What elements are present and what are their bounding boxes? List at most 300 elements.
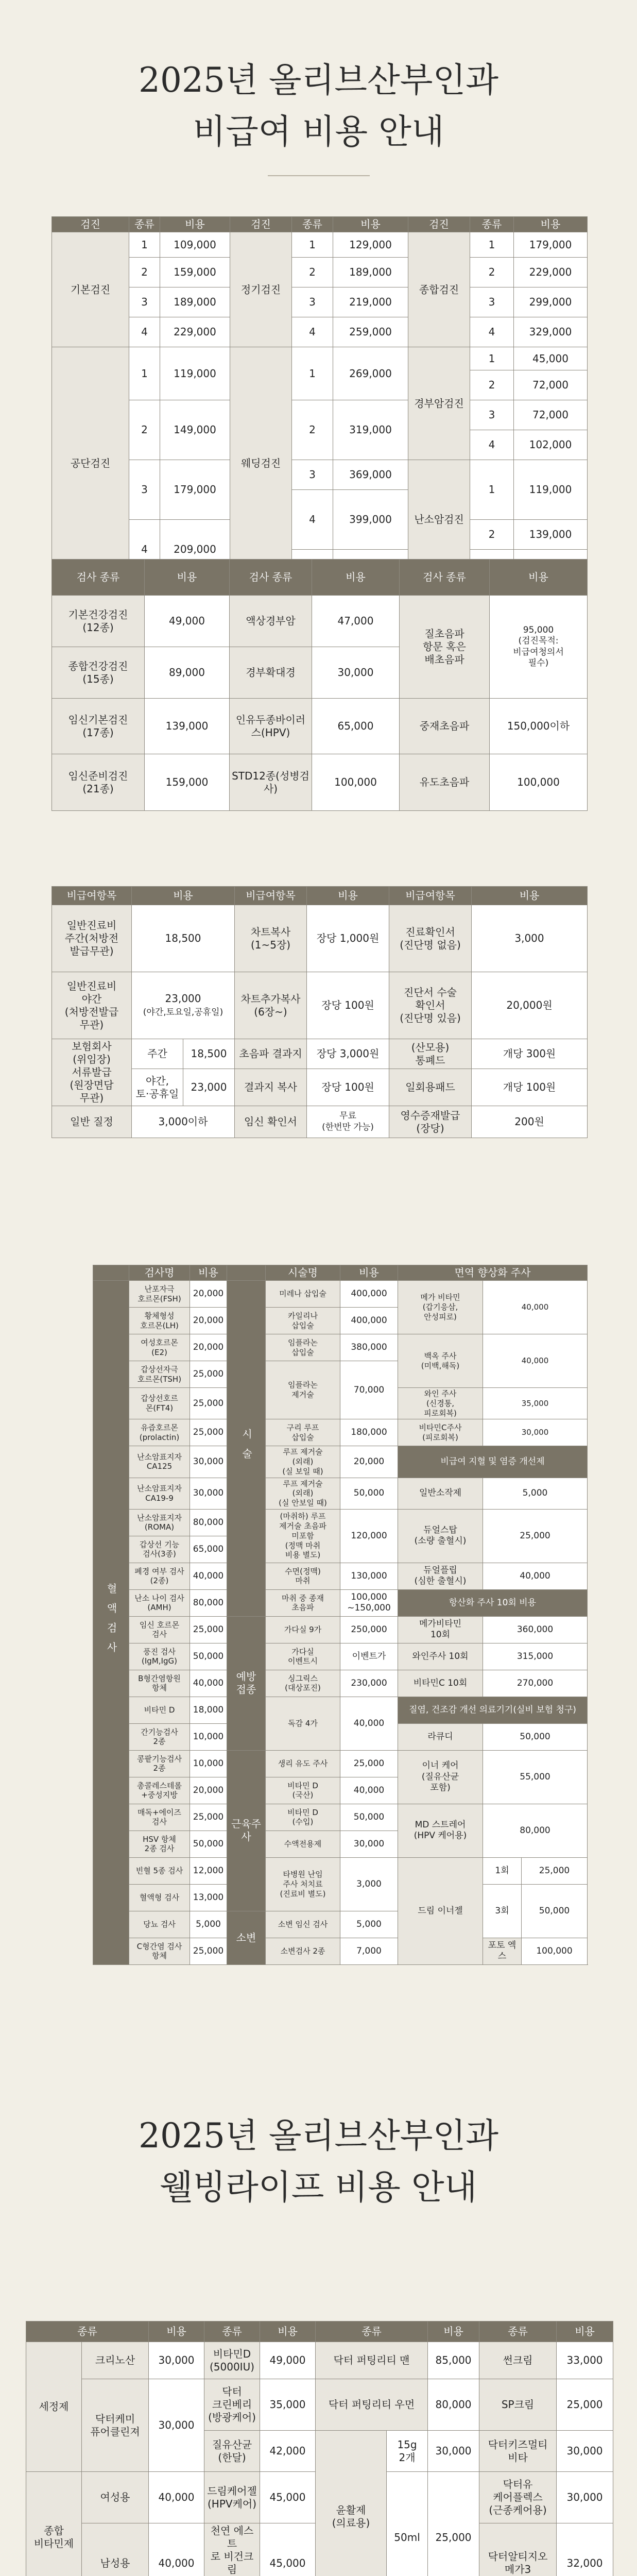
- price-cell: 25,000: [428, 2472, 479, 2576]
- checkup-name: 정기검진: [230, 232, 292, 347]
- price-cell: 개당 300원: [472, 1039, 588, 1069]
- price-cell: 100,000: [522, 1938, 588, 1964]
- table-row: [93, 1589, 588, 1616]
- price-cell: 18,500: [132, 905, 235, 972]
- price-cell: 25,000: [190, 1361, 227, 1388]
- price-cell: 32,000: [557, 2523, 613, 2576]
- price-cell: 49,000: [145, 596, 230, 647]
- product-name: 닥터유 케어플렉스 (근종케어용): [479, 2472, 557, 2523]
- price-cell: 30,000: [483, 1419, 588, 1446]
- price-cell: 50,000: [522, 1884, 588, 1938]
- test-name: 풍진 검사 (IgM,IgG): [129, 1643, 190, 1670]
- table-row: [52, 258, 588, 287]
- price-cell: 329,000: [514, 317, 588, 347]
- title-divider: [268, 175, 370, 176]
- price-cell: 65,000: [190, 1536, 227, 1563]
- table-row: [52, 905, 588, 972]
- type-cell: 2: [470, 520, 514, 550]
- price-cell: 50,000: [190, 1831, 227, 1857]
- header-cell: 비용: [307, 887, 389, 905]
- exam-name: 임신준비검진 (21종): [52, 754, 145, 811]
- table-row: [93, 1670, 588, 1697]
- header-cell: 비용: [428, 2321, 479, 2342]
- product-name: SP크림: [479, 2379, 557, 2431]
- price-cell: 219,000: [333, 287, 408, 317]
- price-cell: 315,000: [483, 1643, 588, 1670]
- type-cell: 4: [292, 490, 333, 550]
- price-cell: 159,000: [145, 754, 230, 811]
- header-cell: 비용: [160, 217, 230, 232]
- price-cell: 20,000: [190, 1308, 227, 1334]
- page-title-line1: 2025년 올리브산부인과: [139, 60, 498, 100]
- price-cell: 189,000: [160, 287, 230, 317]
- procedure-name: 수면(정맥) 마취: [266, 1563, 340, 1589]
- table-header-row: [52, 887, 588, 905]
- type-cell: 2: [470, 258, 514, 287]
- table-row: [52, 287, 588, 317]
- procedure-name: 생리 유도 주사: [266, 1750, 340, 1777]
- table-row: [52, 1039, 588, 1069]
- test-name: 혈액형 검사: [129, 1884, 190, 1911]
- table-row: [93, 1938, 588, 1964]
- checkup-name: 난소암검진: [408, 460, 470, 580]
- product-name: 크리노산: [82, 2342, 149, 2379]
- test-name: 난소암표지자 CA19-9: [129, 1478, 190, 1509]
- price-cell: 119,000: [160, 347, 230, 400]
- price-cell: 259,000: [333, 317, 408, 347]
- price-cell: 50,000: [190, 1643, 227, 1670]
- page-title-2-line2: 웰빙라이프 비용 안내: [160, 2167, 477, 2207]
- price-cell: 18,000: [190, 1697, 227, 1723]
- test-name: 임신 호르몬 검사: [129, 1616, 190, 1643]
- price-cell: 49,000: [260, 2342, 316, 2379]
- price-cell: 50,000: [340, 1804, 398, 1831]
- item-name: 결과지 복사: [235, 1069, 307, 1106]
- injection-name: 라큐디: [398, 1723, 483, 1750]
- price-cell: 149,000: [160, 400, 230, 460]
- procedure-name: 소변검사 2종: [266, 1938, 340, 1964]
- price-cell: 50,000: [483, 1723, 588, 1750]
- header-cell: 비급여항목: [235, 887, 307, 905]
- price-cell: 139,000: [514, 520, 588, 550]
- admin-fee-table: [51, 886, 588, 1138]
- price-cell: 40,000: [190, 1563, 227, 1589]
- header-cell: 비용: [149, 2321, 204, 2342]
- price-cell: 40,000: [149, 2523, 204, 2576]
- price-cell: 360,000: [483, 1616, 588, 1643]
- section-label: 혈액검사: [93, 1281, 129, 1965]
- table-row: [52, 1069, 588, 1106]
- price-cell: 40,000: [340, 1777, 398, 1804]
- price-cell: 72,000: [514, 370, 588, 400]
- price-cell: 20,000: [340, 1446, 398, 1478]
- price-cell: 380,000: [340, 1334, 398, 1361]
- type-cell: 2: [129, 400, 160, 460]
- type-cell: 1: [470, 460, 514, 520]
- product-name: 닥터케미 퓨어클린져: [82, 2379, 149, 2472]
- type-cell: 4: [470, 317, 514, 347]
- type-cell: 2: [292, 258, 333, 287]
- type-cell: 1: [292, 232, 333, 258]
- header-cell: 비용: [145, 560, 230, 596]
- header-cell: 종류: [470, 217, 514, 232]
- price-cell: 150,000이하: [490, 699, 588, 754]
- price-cell: 18,500: [183, 1039, 235, 1069]
- procedure-name: 루프 제거술 (외래) (실 안보일 때): [266, 1478, 340, 1509]
- header-cell: 비급여항목: [389, 887, 472, 905]
- price-cell: 80,000: [190, 1589, 227, 1616]
- procedure-name: 소변 임신 검사: [266, 1911, 340, 1938]
- item-name: 초음파 결과지: [235, 1039, 307, 1069]
- test-name: 난소암표지자 (ROMA): [129, 1509, 190, 1536]
- procedure-name: 카일리나 삽입술: [266, 1308, 340, 1334]
- injection-name: 메가 비타민 (갑기응삼, 안성피로): [398, 1281, 483, 1334]
- price-cell: 10,000: [190, 1723, 227, 1750]
- section-bar: 비급여 지혈 및 염증 개선제: [398, 1446, 588, 1478]
- type-cell: 3: [292, 287, 333, 317]
- table-row: [93, 1509, 588, 1536]
- category-name: 종합 비타민제: [26, 2472, 82, 2576]
- header-cell: 비용: [312, 560, 400, 596]
- price-cell: 400,000: [340, 1281, 398, 1308]
- test-name: 간기능검사 2종: [129, 1723, 190, 1750]
- test-name: 유즙호르몬 (prolactin): [129, 1419, 190, 1446]
- header-cell: 종류: [479, 2321, 557, 2342]
- procedure-name: 마취 중 종재 초음파: [266, 1589, 340, 1616]
- price-cell: 85,000: [428, 2342, 479, 2379]
- test-name: 비타민 D: [129, 1697, 190, 1723]
- table-row: [52, 596, 588, 647]
- header-cell: 비용: [557, 2321, 613, 2342]
- section-label: 근육주사: [227, 1750, 266, 1911]
- product-name: 닥터 퍼팅리티 우먼: [316, 2379, 428, 2431]
- price-cell: 30,000: [149, 2379, 204, 2472]
- price-cell: 장당 100원: [307, 1069, 389, 1106]
- injection-name: 와인 주사 (신경통, 피로회복): [398, 1388, 483, 1419]
- price-cell: 230,000: [340, 1670, 398, 1697]
- price-cell: 40,000: [340, 1697, 398, 1750]
- test-name: 폐경 여부 검사 (2종): [129, 1563, 190, 1589]
- table-row: [93, 1643, 588, 1670]
- procedure-name: 독감 4가: [266, 1697, 340, 1750]
- table-row: [52, 1106, 588, 1138]
- header-cell: 종류: [316, 2321, 428, 2342]
- table-row: [52, 317, 588, 347]
- price-cell: 229,000: [514, 258, 588, 287]
- exam-name: 중재초음파: [400, 699, 490, 754]
- test-name: B형간염항원 항체: [129, 1670, 190, 1697]
- price-cell: 40,000: [483, 1334, 588, 1388]
- product-name: 여성용: [82, 2472, 149, 2523]
- header-cell: 비급여항목: [52, 887, 132, 905]
- table-row: [93, 1750, 588, 1777]
- injection-name: 비타민C 10회: [398, 1670, 483, 1697]
- checkup-package-table: [51, 216, 588, 580]
- header-cell: [93, 1265, 129, 1281]
- price-cell: 7,000: [340, 1938, 398, 1964]
- page-title-line2: 비급여 비용 안내: [193, 112, 444, 151]
- price-cell: 42,000: [260, 2431, 316, 2472]
- product-name: 드림케어젤 (HPV케어): [204, 2472, 260, 2523]
- product-name: 윤활제 (의료용): [316, 2431, 387, 2576]
- exam-name: 질초음파 항문 혹은 배초음파: [400, 596, 490, 699]
- type-cell: 2: [129, 258, 160, 287]
- header-cell: 검사 종류: [230, 560, 312, 596]
- price-cell: 100,000 ~150,000: [340, 1589, 398, 1616]
- procedure-name: 루프 제거술 (외래) (실 보일 때): [266, 1446, 340, 1478]
- type-cell: 2: [292, 400, 333, 460]
- table-row: [52, 972, 588, 1039]
- injection-name: 메가비타민 10회: [398, 1616, 483, 1643]
- item-name: 진단서 수술 확인서 (진단명 있음): [389, 972, 472, 1039]
- test-name: 난소 나이 검사 (AMH): [129, 1589, 190, 1616]
- product-name: 닥터키즈멀티 비타: [479, 2431, 557, 2472]
- test-name: 갑상선 기능 검사(3종): [129, 1536, 190, 1563]
- type-cell: 1: [129, 232, 160, 258]
- price-cell: 55,000: [483, 1750, 588, 1804]
- procedure-name: 싱그릭스 (대상포진): [266, 1670, 340, 1697]
- price-cell: 40,000: [483, 1281, 588, 1334]
- exam-price-table: [51, 559, 588, 811]
- table-row: [52, 400, 588, 430]
- header-cell: 비용: [514, 217, 588, 232]
- test-name: 당뇨 검사: [129, 1911, 190, 1938]
- price-cell: 30,000: [428, 2431, 479, 2472]
- price-cell: 30,000: [557, 2472, 613, 2523]
- table-row: [93, 1446, 588, 1478]
- exam-name: 기본건강검진 (12종): [52, 596, 145, 647]
- table-row: [93, 1281, 588, 1308]
- price-cell: 20,000원: [472, 972, 588, 1039]
- procedure-name: 비타민 D (국산): [266, 1777, 340, 1804]
- type-cell: 3: [129, 287, 160, 317]
- time-cell: 야간, 토·공휴일: [132, 1069, 183, 1106]
- type-cell: 4: [129, 520, 160, 580]
- section-label: 시술: [227, 1281, 266, 1617]
- product-name: 닥터 크린베리 (방광케어): [204, 2379, 260, 2431]
- count-cell: 3회: [483, 1884, 522, 1938]
- price-cell: 3,000: [472, 905, 588, 972]
- price-value: 23,000: [165, 992, 201, 1005]
- header-cell: 비용: [132, 887, 235, 905]
- table-row: [52, 699, 588, 754]
- test-name: 매독+에이즈 검사: [129, 1804, 190, 1831]
- price-cell: 189,000: [333, 258, 408, 287]
- price-cell: 102,000: [514, 430, 588, 460]
- type-cell: 3: [129, 460, 160, 520]
- test-name: 여성호르몬 (E2): [129, 1334, 190, 1361]
- header-cell: 시술명: [266, 1265, 340, 1281]
- header-cell: 면역 향상화 주사: [398, 1265, 588, 1281]
- product-name: 비타민D (5000IU): [204, 2342, 260, 2379]
- test-name: HSV 항체 2종 검사: [129, 1831, 190, 1857]
- checkup-name: 기본검진: [52, 232, 129, 347]
- price-cell: 25,000: [190, 1938, 227, 1964]
- price-cell: 139,000: [145, 699, 230, 754]
- product-name: 질유산균 (한달): [204, 2431, 260, 2472]
- price-cell: 3,000이하: [132, 1106, 235, 1138]
- type-cell: 4: [129, 317, 160, 347]
- price-cell: 30,000: [190, 1446, 227, 1478]
- price-cell: 이벤트가: [340, 1643, 398, 1670]
- price-cell: 270,000: [483, 1670, 588, 1697]
- price-cell: 120,000: [340, 1509, 398, 1563]
- injection-name: 와인주사 10회: [398, 1643, 483, 1670]
- item-name: 일반진료비 주간(처방전 발급무관): [52, 905, 132, 972]
- table-row: [52, 232, 588, 258]
- exam-name: 임신기본검진 (17종): [52, 699, 145, 754]
- type-cell: 2: [470, 370, 514, 400]
- table-row: [93, 1804, 588, 1831]
- price-cell: 269,000: [333, 347, 408, 400]
- procedure-name: 구리 루프 삽입술: [266, 1419, 340, 1446]
- item-name: 보험회사 (위임장) 서류발급 (원장면담 무관): [52, 1039, 132, 1106]
- injection-name: 백옥 주사 (미백,해독): [398, 1334, 483, 1388]
- header-cell: 비용: [190, 1265, 227, 1281]
- category-name: 세정제: [26, 2342, 82, 2472]
- type-cell: 1: [470, 347, 514, 370]
- price-cell: 40,000: [149, 2472, 204, 2523]
- item-name: 영수증재발급 (장당): [389, 1106, 472, 1138]
- price-cell: 장당 1,000원: [307, 905, 389, 972]
- type-cell: 3: [292, 460, 333, 490]
- price-cell: 30,000: [149, 2342, 204, 2379]
- header-cell: 비용: [260, 2321, 316, 2342]
- header-cell: 검사 종류: [52, 560, 145, 596]
- table-header-row: [26, 2321, 613, 2342]
- procedure-name: 타병원 난임 주사 처치료 (진료비 별도): [266, 1857, 340, 1911]
- price-note: (야간,토요일,공휴일): [143, 1007, 223, 1018]
- price-cell: 250,000: [340, 1616, 398, 1643]
- type-cell: 1: [129, 347, 160, 400]
- type-cell: 3: [470, 287, 514, 317]
- table-header-row: [93, 1265, 588, 1281]
- test-name: 갑상선호르 몬(FT4): [129, 1388, 190, 1419]
- price-cell: 25,000: [557, 2379, 613, 2431]
- table-row: [93, 1478, 588, 1509]
- price-cell: 209,000: [160, 520, 230, 580]
- product-name: 드림 이너젤: [398, 1857, 483, 1964]
- price-cell: 109,000: [160, 232, 230, 258]
- section-label: 소변: [227, 1911, 266, 1964]
- type-cell: 4: [292, 317, 333, 347]
- procedure-name: (마취하) 루프 제거술 초음파 미포함 (정맥 마취 비용 별도): [266, 1509, 340, 1563]
- time-cell: 주간: [132, 1039, 183, 1069]
- injection-name: 포토 엑스: [483, 1938, 522, 1964]
- price-cell: 50,000: [340, 1478, 398, 1509]
- header-cell: 종류: [26, 2321, 149, 2342]
- price-cell: 30,000: [190, 1478, 227, 1509]
- section-label: 예방 접종: [227, 1616, 266, 1750]
- table-row: [52, 347, 588, 370]
- table-row: [93, 1334, 588, 1361]
- price-cell: 5,000: [340, 1911, 398, 1938]
- size-cell: 15g 2개: [387, 2431, 428, 2472]
- price-cell: 179,000: [160, 460, 230, 520]
- price-cell: 45,000: [260, 2523, 316, 2576]
- price-cell: 20,000: [190, 1777, 227, 1804]
- header-cell: 검사 종류: [400, 560, 490, 596]
- item-name: 차트추가복사 (6장~): [235, 972, 307, 1039]
- price-cell: 개당 100원: [472, 1069, 588, 1106]
- count-cell: 1회: [483, 1857, 522, 1884]
- price-cell: 130,000: [340, 1563, 398, 1589]
- section-bar: 항산화 주사 10회 비용: [398, 1589, 588, 1616]
- injection-name: 듀얼스탑 (소량 출혈시): [398, 1509, 483, 1563]
- test-name: 빈혈 5종 검사: [129, 1857, 190, 1884]
- price-cell: 5,000: [190, 1911, 227, 1938]
- table-row: [93, 1419, 588, 1446]
- price-cell: 319,000: [333, 400, 408, 460]
- test-name: 갑상선자극 호르몬(TSH): [129, 1361, 190, 1388]
- item-name: 진료확인서 (진단명 없음): [389, 905, 472, 972]
- section-bar: 질염, 건조감 개선 의료기기(실비 보험 청구): [398, 1697, 588, 1723]
- table-row: [93, 1697, 588, 1723]
- item-name: 일반진료비 야간 (처방전발급 무관): [52, 972, 132, 1039]
- injection-name: 비타민C주사 (피로회복): [398, 1419, 483, 1446]
- price-cell: 72,000: [514, 400, 588, 430]
- injection-name: 이너 케어 (질유산균 포함): [398, 1750, 483, 1804]
- checkup-name: 종합검진: [408, 232, 470, 347]
- item-name: 임신 확인서: [235, 1106, 307, 1138]
- header-cell: 비용: [490, 560, 588, 596]
- exam-name: 인유두종바이러스(HPV): [230, 699, 312, 754]
- price-cell: 45,000: [260, 2472, 316, 2523]
- injection-name: 듀얼플립 (심한 출혈시): [398, 1563, 483, 1589]
- price-cell: 12,000: [190, 1857, 227, 1884]
- price-cell: 47,000: [312, 596, 400, 647]
- header-cell: 검진: [52, 217, 129, 232]
- price-cell: 33,000: [557, 2342, 613, 2379]
- type-cell: 4: [470, 430, 514, 460]
- type-cell: 1: [292, 347, 333, 400]
- procedure-name: 수액전용제: [266, 1831, 340, 1857]
- price-cell: [132, 972, 235, 1039]
- test-name: 콩팥기능검사 2종: [129, 1750, 190, 1777]
- price-cell: 400,000: [340, 1308, 398, 1334]
- header-cell: 검사명: [129, 1265, 190, 1281]
- procedure-name: 임플라논 제거술: [266, 1361, 340, 1419]
- product-name: 썬크림: [479, 2342, 557, 2379]
- price-cell: 119,000: [514, 460, 588, 520]
- type-cell: 3: [470, 400, 514, 430]
- product-name: 남성용: [82, 2523, 149, 2576]
- price-cell: 장당 100원: [307, 972, 389, 1039]
- product-name: 천연 에스트 로 비건크림: [204, 2523, 260, 2576]
- table-row: [52, 754, 588, 811]
- price-cell: 35,000: [483, 1388, 588, 1419]
- price-cell: 25,000: [190, 1419, 227, 1446]
- price-cell: 25,000: [190, 1804, 227, 1831]
- procedure-name: 임플라논 삽입술: [266, 1334, 340, 1361]
- exam-name: 경부확대경: [230, 647, 312, 699]
- checkup-name: 공단검진: [52, 347, 129, 580]
- header-cell: 검진: [408, 217, 470, 232]
- exam-name: 액상경부암: [230, 596, 312, 647]
- checkup-name: 웨딩검진: [230, 347, 292, 580]
- header-cell: 종류: [129, 217, 160, 232]
- price-cell: 80,000: [190, 1509, 227, 1536]
- price-cell: 3,000: [340, 1857, 398, 1911]
- price-cell: 13,000: [190, 1884, 227, 1911]
- table-row: [26, 2342, 613, 2379]
- procedure-name: 미레나 삽입술: [266, 1281, 340, 1308]
- price-cell: 100,000: [312, 754, 400, 811]
- table-header-row: [52, 217, 588, 232]
- price-cell: 200원: [472, 1106, 588, 1138]
- item-name: (산모용) 통폐드: [389, 1039, 472, 1069]
- size-cell: 50ml: [387, 2472, 428, 2576]
